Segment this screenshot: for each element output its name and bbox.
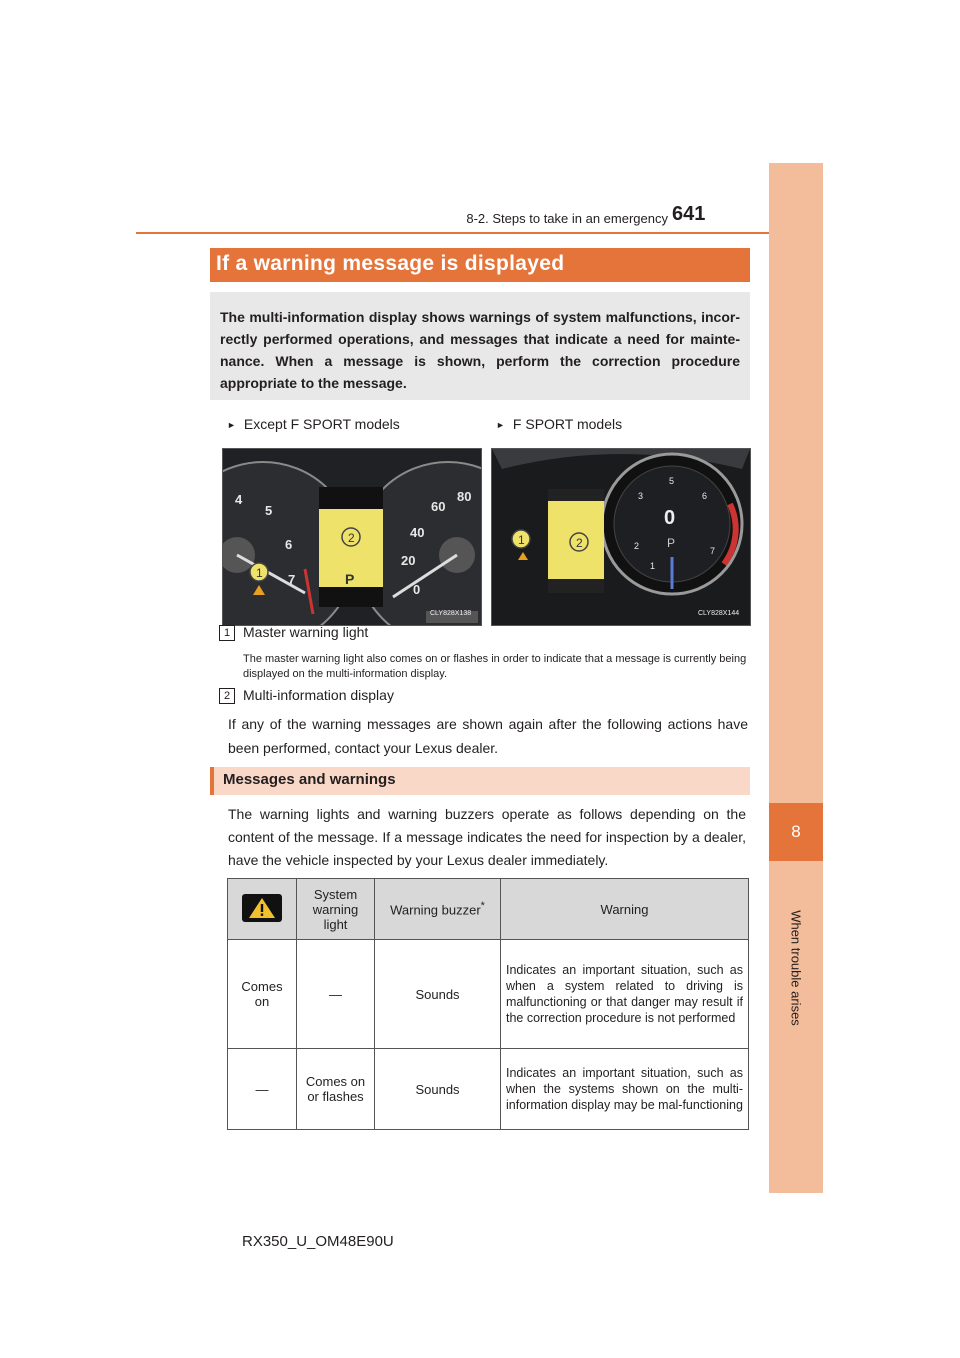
row-buzzer: Sounds [375, 1049, 501, 1130]
header-buzzer [375, 879, 501, 940]
triangle-bullet-icon: ► [496, 420, 505, 430]
chapter-number: 8 [769, 803, 823, 861]
model-label-left-text: Except F SPORT models [243, 416, 400, 432]
row-warning: Indicates an important situation, such as when the systems shown on the multi-information display may be mal-functioning [501, 1049, 749, 1130]
header-warning: Warning [501, 879, 749, 940]
section-title: Messages and warnings [223, 771, 396, 788]
footnote-mark: * [480, 900, 485, 913]
table-header-row [228, 879, 749, 940]
svg-text:2: 2 [348, 531, 355, 545]
row-warning: Indicates an important situation, such as when a system related to driving is malfunctioning or that danger may result if the correction procedure is not performed [501, 940, 749, 1049]
page-title: If a warning message is displayed [216, 252, 565, 275]
svg-text:1: 1 [256, 566, 263, 580]
svg-text:3: 3 [638, 491, 644, 501]
gauge-cluster-image-fsport [491, 448, 751, 626]
callout-number-2: 2 [219, 688, 235, 704]
warnings-table [227, 878, 749, 1130]
svg-text:40: 40 [410, 525, 425, 540]
header-section: 8-2. Steps to take in an emergency [466, 211, 668, 226]
chapter-title: When trouble arises [788, 910, 804, 1026]
header-icon-cell [228, 879, 297, 940]
row-icon-state: — [228, 1049, 297, 1130]
svg-text:80: 80 [457, 489, 472, 504]
row-system-light: Comes on or flashes [297, 1049, 375, 1130]
chapter-side-tab [769, 163, 823, 1193]
model-label-left [227, 416, 400, 432]
svg-text:2: 2 [576, 536, 583, 550]
svg-text:20: 20 [401, 553, 416, 568]
svg-text:60: 60 [431, 499, 446, 514]
svg-text:4: 4 [235, 492, 243, 507]
model-label-right-text: F SPORT models [512, 416, 623, 432]
svg-text:7: 7 [710, 546, 716, 556]
svg-text:5: 5 [669, 476, 675, 486]
svg-text:1: 1 [650, 561, 656, 571]
svg-text:1: 1 [518, 533, 525, 547]
row-icon-state: Comes on [228, 940, 297, 1049]
svg-text:6: 6 [702, 491, 708, 501]
svg-text:2: 2 [634, 541, 640, 551]
svg-text:0: 0 [413, 582, 421, 597]
svg-text:P: P [345, 571, 355, 587]
header-buzzer-text: Warning buzzer [390, 902, 481, 918]
svg-text:7: 7 [288, 572, 296, 587]
row-system-light: — [297, 940, 375, 1049]
triangle-bullet-icon: ► [227, 420, 236, 430]
row-buzzer: Sounds [375, 940, 501, 1049]
contact-dealer-text: If any of the warning messages are shown again after the following actions have been performed, contact your Lexus dealer. [228, 716, 748, 756]
svg-text:6: 6 [285, 537, 293, 552]
section-bar-accent [210, 767, 214, 795]
caption-note-1: The master warning light also comes on or flashes in order to indicate that a message is currently being displayed on the multi-information display. [243, 653, 747, 680]
image-code-right: CLY828X144 [698, 610, 740, 617]
table-row [228, 940, 749, 1049]
master-warning-icon [242, 894, 282, 922]
table-row [228, 1049, 749, 1130]
svg-text:0: 0 [664, 507, 676, 529]
page-number: 641 [672, 203, 706, 225]
section-text: The warning lights and warning buzzers operate as follows depending on the content of the message. If a message indicates the need for inspection by a dealer, have the vehicle inspected by your Lexus dealer immediately. [228, 806, 746, 868]
svg-text:P: P [667, 536, 676, 550]
svg-text:5: 5 [265, 503, 273, 518]
header-system-light: System warning light [297, 879, 375, 940]
document-code: RX350_U_OM48E90U [242, 1233, 394, 1250]
header-rule [136, 232, 822, 234]
image-code-left: CLY828X138 [430, 610, 472, 617]
callout-number-1: 1 [219, 625, 235, 641]
caption-label-2: Multi-information display [243, 687, 394, 703]
gauge-cluster-image-standard [222, 448, 482, 626]
intro-text: The multi-information display shows warnings of system malfunctions, incor-rectly performed operations, and messages that indicate a need for mainte-nance. When a message is shown, perform the correction procedure appropriate to the message. [220, 309, 740, 391]
model-label-right [496, 416, 622, 432]
caption-label-1: Master warning light [243, 624, 369, 640]
